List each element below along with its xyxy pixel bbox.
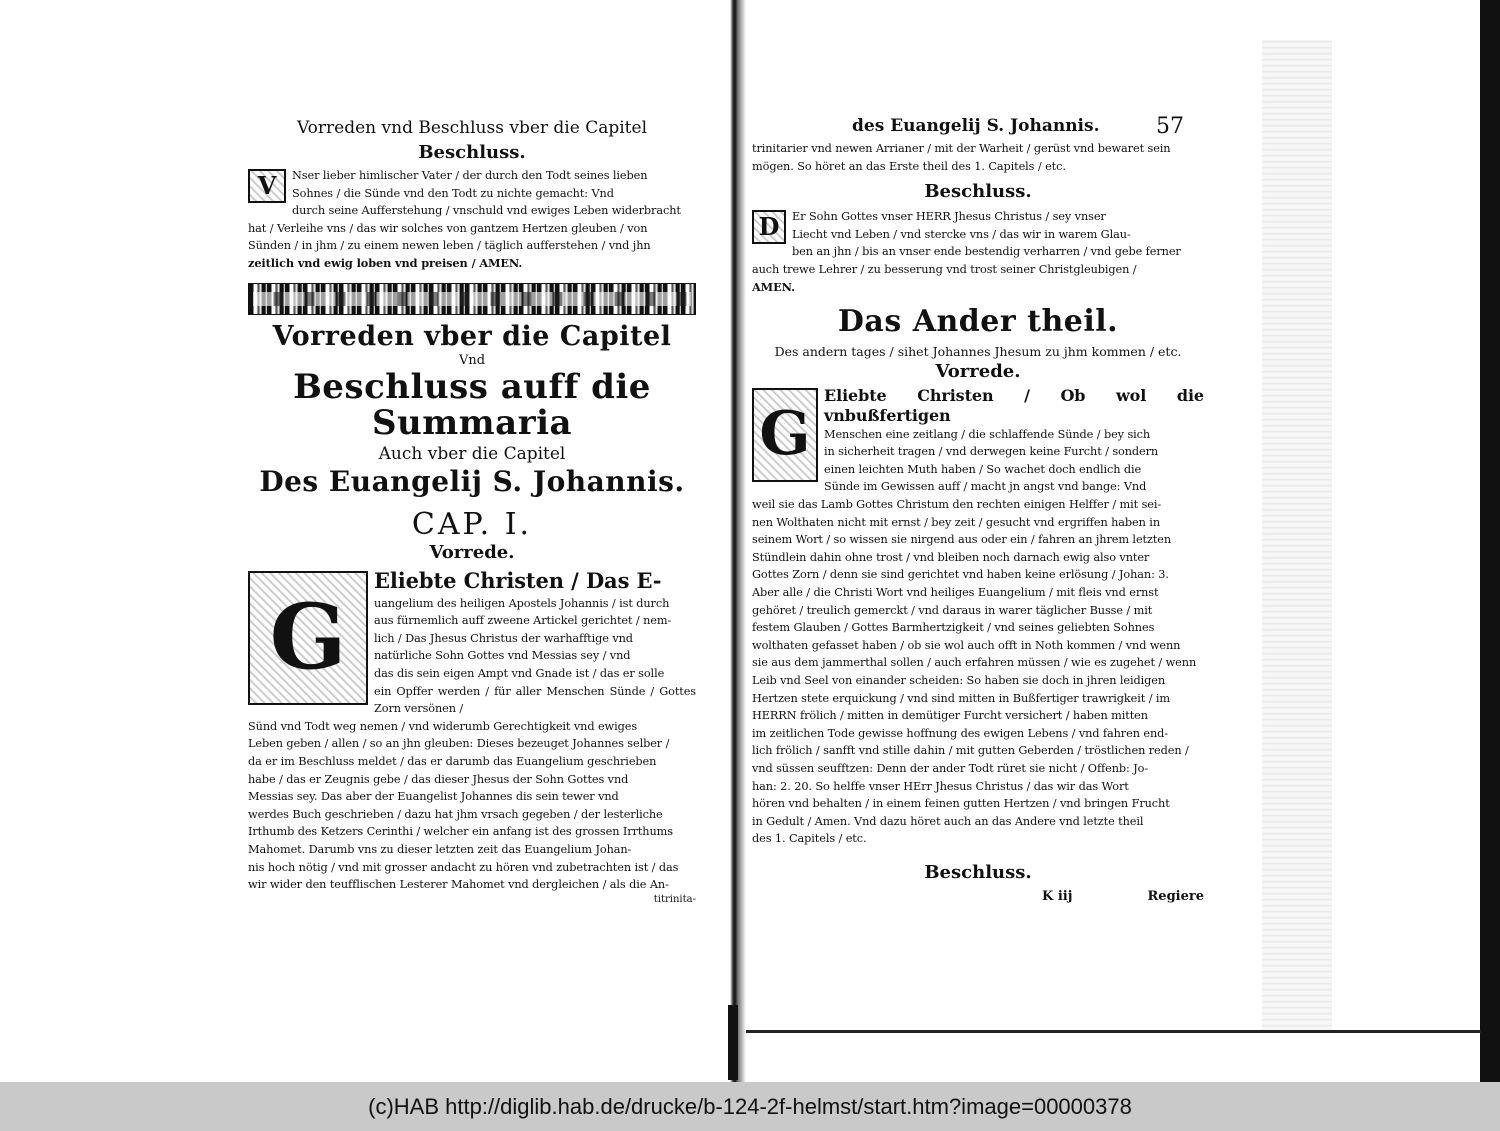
left-catchword: titrinita- — [653, 893, 696, 905]
right-beschluss-heading: Beschluss. — [924, 181, 1032, 203]
text-line: zeitlich vnd ewig loben vnd preisen / AMEN. — [248, 255, 523, 270]
right-intro-text — [752, 140, 1204, 175]
right-vorrede-heading: Vorrede. — [935, 360, 1021, 382]
title-line-4: Des Euangelij S. Johannis. — [259, 465, 685, 499]
right-footer-line — [752, 889, 1204, 913]
part-subtitle: Des andern tages / sihet Johannes Jhesum zu jhm kommen / etc. — [774, 343, 1182, 359]
left-vorrede-heading: Vorrede. — [429, 541, 515, 563]
text-line: AMEN. — [752, 279, 795, 294]
text-line: habe / das er Zeugnis gebe / das dieser Jhesus der Sohn Gottes vnd — [248, 772, 629, 786]
text-line: Mahomet. Darumb vns zu dieser letzten zeit das Euangelium Johan- — [248, 842, 632, 856]
text-line: werdes Buch geschrieben / dazu hat jhm vrsach gegeben / der lesterliche — [248, 807, 663, 821]
page-edge-texture — [1262, 40, 1332, 1030]
beschluss-initial-D: D — [752, 210, 786, 244]
signature-mark: K iij — [1042, 888, 1073, 904]
text-line: durch seine Aufferstehung / vnschuld vnd ewiges Leben widerbracht — [292, 204, 681, 218]
text-line: hat / Verleihe vns / das wir solches von gantzem Hertzen gleuben / von — [248, 221, 648, 235]
text-line: in Gedult / Amen. Vnd dazu höret auch an das Andere vnd letzte theil — [752, 814, 1144, 828]
text-line: ein Opffer werden / für aller Menschen Sünde / Gottes Zorn versönen / — [374, 684, 696, 716]
text-line: Leben geben / allen / so an jhn gleuben: Dieses bezeuget Johannes selber / — [248, 737, 670, 751]
vorrede-lead-right: Eliebte Christen / Ob wol die vnbußfertigen — [824, 385, 1204, 425]
text-line: Leib vnd Seel von einander scheiden: So haben sie doch in jhren leidigen — [752, 673, 1166, 687]
text-line: lich frölich / sanfft vnd stille dahin / mit gutten Geberden / tröstlichen reden / — [752, 744, 1189, 758]
right-catchword: Regiere — [1147, 888, 1204, 904]
text-line: natürliche Sohn Gottes vnd Messias sey / vnd — [374, 649, 631, 663]
left-beschluss-heading: Beschluss. — [418, 142, 526, 163]
text-line: sie aus dem jammerthal sollen / auch erfahren müssen / wie es zugehet / wenn — [752, 656, 1197, 670]
right-vorrede-text — [752, 386, 1204, 848]
text-line: han: 2. 20. So helffe vnser HErr Jhesus Christus / das wir das Wort — [752, 779, 1129, 793]
scan-right-border — [1480, 0, 1500, 1082]
text-line: das dis sein eigen Ampt vnd Gnade ist / das er solle — [374, 667, 665, 681]
text-line: des 1. Capitels / etc. — [752, 832, 867, 846]
text-line: Messias sey. Das aber der Euangelist Johannes dis sein tewer vnd — [248, 790, 619, 804]
title-line-2: Beschluss auff die Summaria — [293, 366, 651, 443]
text-line: Hertzen stete erquickung / vnd sind mitten in Bußfertiger trawrigkeit / im — [752, 691, 1171, 705]
text-line: Sünd vnd Todt weg nemen / vnd widerumb Gerechtigkeit vnd ewiges — [248, 719, 638, 733]
text-line: Menschen eine zeitlang / die schlaffende Sünde / bey sich — [824, 427, 1151, 441]
footer-credit-text: (c)HAB http://diglib.hab.de/drucke/b-124-2f-helmst/start.htm?image=00000378 — [368, 1093, 1132, 1119]
right-page — [752, 116, 1204, 913]
text-line: HERRN frölich / mitten in demütiger Furcht versichert / haben mitten — [752, 709, 1148, 723]
text-line: im zeitlichen Tode gewisse hoffnung des ewigen Lebens / vnd fahren end- — [752, 726, 1168, 740]
left-page — [248, 118, 696, 905]
text-line: trinitarier vnd newen Arrianer / mit der Warheit / gerüst vnd bewaret sein — [752, 142, 1171, 155]
right-beschluss-text — [752, 208, 1204, 296]
left-running-head: Vorreden vnd Beschluss vber die Capitel — [296, 118, 648, 138]
text-line: Sünden / in jhm / zu einem newen leben / täglich aufferstehen / vnd jhn — [248, 239, 651, 253]
text-line: gehöret / treulich gemerckt / vnd daraus in warer täglicher Busse / mit — [752, 603, 1153, 617]
text-line: ben an jhn / bis an vnser ende bestendig verharren / vnd gebe ferner — [792, 245, 1181, 259]
right-end-heading: Beschluss. — [924, 861, 1032, 883]
text-line: wir wider den teufflischen Lesterer Mahomet vnd dergleichen / als die An- — [248, 878, 669, 892]
text-line: Irthumb des Ketzers Cerinthi / welcher ein anfang ist des grossen Irrthums — [248, 825, 673, 839]
vorrede-initial-G-right: G — [752, 388, 818, 482]
text-line: lich / Das Jhesus Christus der warhafftige vnd — [374, 631, 633, 645]
page-number: 57 — [1156, 114, 1184, 139]
text-line: in sicherheit tragen / vnd derwegen keine Furcht / sondern — [824, 445, 1159, 459]
text-line: Aber alle / die Christi Wort vnd heiliges Euangelium / mit fleis vnd ernst — [752, 586, 1159, 599]
text-line: vnd süssen seufftzen: Denn der ander Todt rüret sie nicht / Offenb: Jo- — [752, 761, 1149, 775]
title-line-3: Auch vber die Capitel — [378, 444, 566, 465]
footer-credit-bar — [0, 1082, 1500, 1131]
text-line: weil sie das Lamb Gottes Christum den rechten einigen Helffer / mit sei- — [752, 498, 1162, 512]
right-header — [752, 116, 1204, 140]
text-line: nen Wolthaten nicht mit ernst / bey zeit / gesucht vnd ergriffen haben in — [752, 515, 1160, 529]
vorrede-initial-G: G — [248, 571, 368, 705]
text-line: seinem Wort / so wissen sie nirgend aus oder ein / fahren an jhrem letzten — [752, 533, 1172, 547]
text-line: aus fürnemlich auff zweene Artickel gerichtet / nem- — [374, 614, 672, 628]
text-line: uangelium des heiligen Apostels Johannis / ist durch — [374, 596, 670, 610]
vorrede-lead: Eliebte Christen / Das E- — [374, 567, 662, 593]
title-und: Vnd — [458, 352, 486, 368]
text-line: Gottes Zorn / denn sie sind gerichtet vnd haben keine erlösung / Johan: 3. — [752, 568, 1169, 582]
left-beschluss-text — [248, 167, 696, 273]
text-line: Liecht vnd Leben / vnd stercke vns / das wir in warem Glau- — [792, 227, 1131, 241]
scan-bottom-edge — [746, 1030, 1481, 1033]
text-line: Sohnes / die Sünde vnd den Todt zu nichte gemacht: Vnd — [292, 186, 614, 200]
gutter-shadow-mark — [728, 1005, 738, 1080]
left-vorrede-text — [248, 569, 696, 894]
text-line: wolthaten gefasset haben / ob sie wol auch offt in Noth kommen / vnd wenn — [752, 638, 1181, 652]
beschluss-initial-V: V — [248, 169, 286, 203]
text-line: Nser lieber himlischer Vater / der durch den Todt seines lieben — [292, 169, 648, 182]
cap-heading: CAP. I. — [411, 506, 533, 542]
ornamental-border — [248, 283, 696, 315]
text-line: mögen. So höret an das Erste theil des 1. Capitels / etc. — [752, 159, 1066, 173]
text-line: einen leichten Muth haben / So wachet doch endlich die — [824, 462, 1142, 476]
text-line: Sünde im Gewissen auff / macht jn angst vnd bange: Vnd — [824, 480, 1147, 494]
text-line: da er im Beschluss meldet / das er darumb das Euangelium geschrieben — [248, 755, 657, 769]
part-title: Das Ander theil. — [837, 304, 1119, 340]
text-line: Er Sohn Gottes vnser HERR Jhesus Christus / sey vnser — [792, 210, 1106, 224]
text-line: nis hoch nötig / vnd mit grosser andacht zu hören vnd zubetrachten ist / das — [248, 860, 679, 874]
right-running-head: des Euangelij S. Johannis. — [852, 116, 1100, 136]
book-gutter — [722, 0, 746, 1082]
text-line: festem Glauben / Gottes Barmhertzigkeit / vnd seines geliebten Sohnes — [752, 621, 1155, 635]
title-line-1: Vorreden vber die Capitel — [272, 320, 672, 352]
text-line: hören vnd behalten / in einem feinen gutten Hertzen / vnd bringen Frucht — [752, 797, 1170, 811]
text-line: auch trewe Lehrer / zu besserung vnd trost seiner Christgleubigen / — [752, 262, 1137, 276]
text-line: Stündlein dahin ohne trost / vnd bleiben noch darnach ewig also vnter — [752, 550, 1150, 564]
